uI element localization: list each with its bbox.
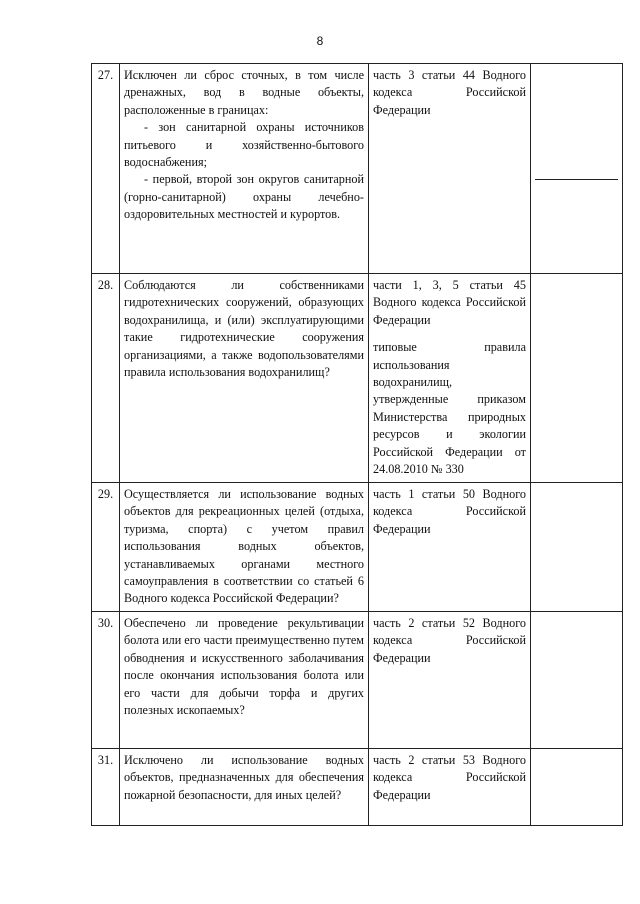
row-number: 28. — [92, 274, 120, 483]
answer-cell — [531, 64, 623, 274]
row-number: 29. — [92, 483, 120, 612]
legal-basis-cell — [369, 749, 531, 826]
question-subitem: - первой, второй зон округов санитарной (горно-санитарной) охраны лечебно-оздоровительных местностей и курортов. — [124, 172, 364, 222]
row-number: 31. — [92, 749, 120, 826]
legal-basis-cell — [369, 483, 531, 612]
legal-basis-cell — [369, 64, 531, 274]
row-number: 30. — [92, 612, 120, 749]
table-row — [92, 274, 623, 483]
question-subitem: - зон санитарной охраны источников питьевого и хозяйственно-бытового водоснабжения; — [124, 120, 364, 170]
answer-subcell-top — [535, 67, 618, 180]
legal-basis-text: часть 3 статьи 44 Водного кодекса Российской Федерации — [373, 68, 526, 117]
table-row — [92, 612, 623, 749]
answer-cell — [531, 612, 623, 749]
question-text: Осуществляется ли использование водных объектов для рекреационных целей (отдыха, туризма, спорта) с учетом правил использования водных объектов, устанавливаемых органами местного самоуправления в соответствии со статьей 6 Водного кодекса Российской Федерации? — [124, 487, 364, 606]
legal-basis-text: части 1, 3, 5 статьи 45 Водного кодекса Российской Федерации — [373, 278, 526, 327]
question-cell — [120, 612, 369, 749]
table-row — [92, 749, 623, 826]
legal-basis-cell — [369, 274, 531, 483]
answer-cell — [531, 749, 623, 826]
row-number: 27. — [92, 64, 120, 274]
question-text: Исключен ли сброс сточных, в том числе дренажных, вод в водные объекты, расположенные в границах: — [124, 68, 364, 117]
question-cell — [120, 749, 369, 826]
question-cell — [120, 64, 369, 274]
question-text: Соблюдаются ли собственниками гидротехнических сооружений, образующих водохранилища, и (или) эксплуатирующими такие гидротехнические сооружения организациями, а также водопользователями правила использования водохранилищ? — [124, 278, 364, 380]
table-row — [92, 64, 623, 274]
answer-cell — [531, 483, 623, 612]
question-cell — [120, 483, 369, 612]
legal-basis-text-2: типовые правила использования водохранилищ, утвержденные приказом Министерства природных ресурсов и экологии Российской Федерации от 24.08.2010 № 330 — [373, 340, 526, 477]
legal-basis-cell — [369, 612, 531, 749]
question-cell — [120, 274, 369, 483]
answer-cell — [531, 274, 623, 483]
checklist-table — [91, 63, 623, 826]
legal-basis-text: часть 2 статьи 52 Водного кодекса Российской Федерации — [373, 616, 526, 665]
answer-cell-split — [535, 67, 618, 270]
page-number: 8 — [316, 34, 324, 48]
legal-basis-text: часть 1 статьи 50 Водного кодекса Российской Федерации — [373, 487, 526, 536]
legal-basis-text: часть 2 статьи 53 Водного кодекса Российской Федерации — [373, 753, 526, 802]
question-text: Обеспечено ли проведение рекультивации болота или его части преимущественно путем обводнения и искусственного заболачивания после окончания использования болота или его части для добычи торфа и других полезных ископаемых? — [124, 616, 364, 718]
table-row — [92, 483, 623, 612]
answer-subcell-bottom — [535, 180, 618, 270]
question-text: Исключено ли использование водных объектов, предназначенных для обеспечения пожарной безопасности, для иных целей? — [124, 753, 364, 802]
